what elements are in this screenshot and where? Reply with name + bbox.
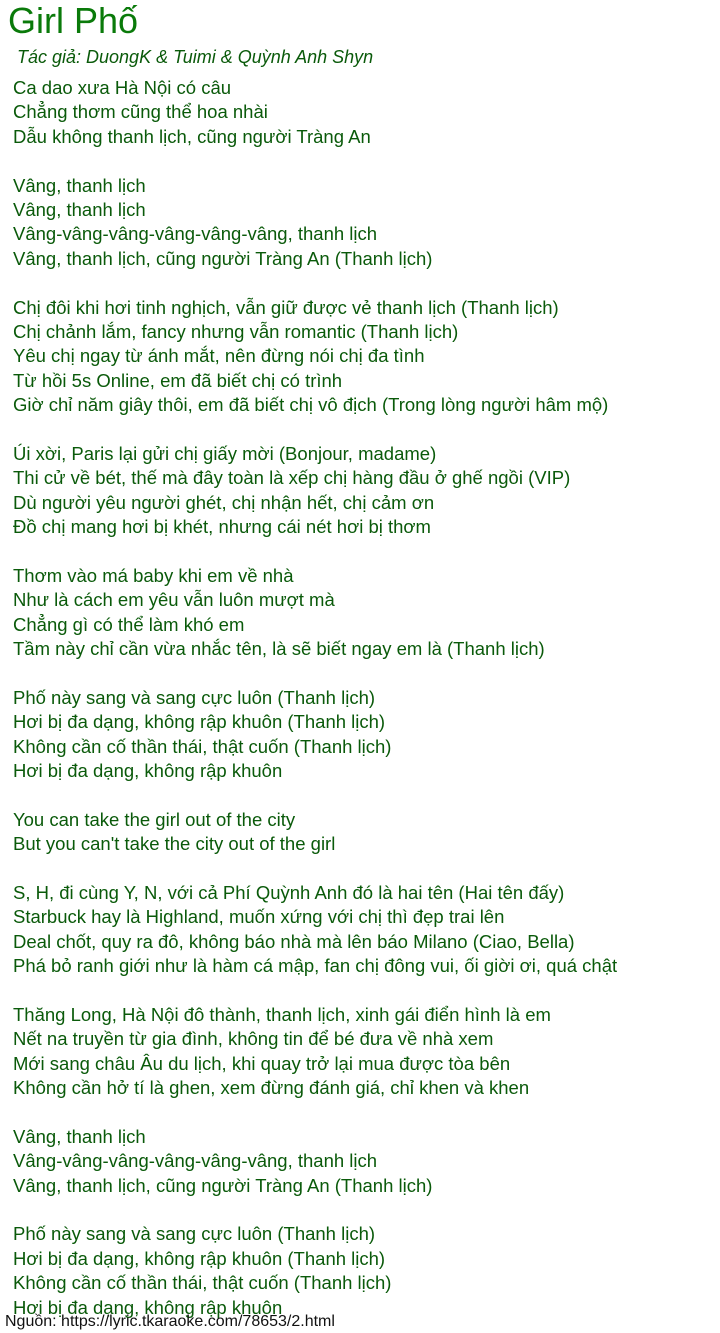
lyric-line: Vâng, thanh lịch bbox=[13, 198, 146, 220]
lyric-line: Yêu chị ngay từ ánh mắt, nên đừng nói chị đa tình bbox=[13, 345, 425, 367]
lyric-line: Hơi bị đa dạng, không rập khuôn bbox=[13, 759, 283, 781]
lyric-line: Thơm vào má baby khi em về nhà bbox=[13, 564, 294, 586]
lyric-stanza bbox=[13, 564, 718, 662]
song-author: Tác giả: DuongK & Tuimi & Quỳnh Anh Shyn bbox=[17, 47, 374, 67]
lyric-line: Không cần hở tí là ghen, xem đừng đánh giá, chỉ khen và khen bbox=[13, 1077, 530, 1099]
lyric-line: Tầm này chỉ cần vừa nhắc tên, là sẽ biết ngay em là (Thanh lịch) bbox=[13, 637, 545, 659]
lyric-line: Starbuck hay là Highland, muốn xứng với chị thì đẹp trai lên bbox=[13, 906, 505, 928]
lyric-stanza bbox=[13, 881, 718, 979]
lyric-line: Vâng, thanh lịch bbox=[13, 174, 146, 196]
lyric-stanza bbox=[13, 1125, 718, 1198]
lyric-line: Dẫu không thanh lịch, cũng người Tràng An bbox=[13, 125, 371, 147]
lyric-line: Vâng, thanh lịch, cũng người Tràng An (Thanh lịch) bbox=[13, 247, 433, 269]
lyric-line: But you can't take the city out of the girl bbox=[13, 833, 336, 855]
lyric-stanza bbox=[13, 1003, 718, 1101]
lyric-line: Giờ chỉ năm giây thôi, em đã biết chị vô địch (Trong lòng người hâm mộ) bbox=[13, 394, 609, 416]
lyric-stanza bbox=[13, 296, 718, 418]
lyric-line: Hơi bị đa dạng, không rập khuôn (Thanh lịch) bbox=[13, 1247, 386, 1269]
lyric-line: Đồ chị mang hơi bị khét, nhưng cái nét hơi bị thơm bbox=[13, 516, 431, 538]
lyric-line: Chị đôi khi hơi tinh nghịch, vẫn giữ được vẻ thanh lịch (Thanh lịch) bbox=[13, 296, 559, 318]
lyrics-body bbox=[13, 76, 718, 1320]
lyric-line: Ca dao xưa Hà Nội có câu bbox=[13, 77, 232, 98]
lyric-line: S, H, đi cùng Y, N, với cả Phí Quỳnh Anh đó là hai tên (Hai tên đấy) bbox=[13, 881, 565, 903]
lyric-line: Vâng, thanh lịch, cũng người Tràng An (Thanh lịch) bbox=[13, 1174, 433, 1196]
lyric-stanza bbox=[13, 1222, 718, 1320]
lyric-line: Từ hồi 5s Online, em đã biết chị có trình bbox=[13, 369, 343, 391]
lyric-line: Không cần cố thần thái, thật cuốn (Thanh lịch) bbox=[13, 1272, 392, 1294]
lyric-line: Thi cử về bét, thế mà đây toàn là xếp chị hàng đầu ở ghế ngồi (VIP) bbox=[13, 467, 571, 489]
lyric-line: Hơi bị đa dạng, không rập khuôn (Thanh lịch) bbox=[13, 711, 386, 733]
lyric-line: Dù người yêu người ghét, chị nhận hết, chị cảm ơn bbox=[13, 491, 435, 513]
lyric-line: Vâng-vâng-vâng-vâng-vâng-vâng, thanh lịch bbox=[13, 223, 378, 245]
lyric-line: Phá bỏ ranh giới như là hàm cá mập, fan chị đông vui, ối giời ơi, quá chật bbox=[13, 955, 618, 977]
lyric-stanza bbox=[13, 76, 718, 149]
lyric-line: Chị chảnh lắm, fancy nhưng vẫn romantic (Thanh lịch) bbox=[13, 320, 459, 342]
lyric-line: Mới sang châu Âu du lịch, khi quay trở lại mua được tòa bên bbox=[13, 1052, 511, 1074]
lyric-line: Hơi bị đa dạng, không rập khuôn bbox=[13, 1296, 283, 1318]
source-link[interactable]: Nguồn: https://lyric.tkaraoke.com/78653/2.html bbox=[5, 1313, 335, 1330]
lyric-line: You can take the girl out of the city bbox=[13, 808, 296, 830]
lyric-stanza bbox=[13, 808, 718, 857]
song-title: Girl Phố bbox=[8, 0, 139, 41]
lyric-line: Phố này sang và sang cực luôn (Thanh lịch) bbox=[13, 686, 376, 708]
lyric-line: Chẳng thơm cũng thể hoa nhài bbox=[13, 101, 268, 123]
lyric-line: Deal chốt, quy ra đô, không báo nhà mà lên báo Milano (Ciao, Bella) bbox=[13, 930, 575, 952]
lyric-line: Vâng-vâng-vâng-vâng-vâng-vâng, thanh lịch bbox=[13, 1150, 378, 1172]
lyric-stanza bbox=[13, 686, 718, 784]
lyric-line: Chẳng gì có thể làm khó em bbox=[13, 613, 245, 635]
lyric-stanza bbox=[13, 442, 718, 540]
lyric-stanza bbox=[13, 174, 718, 272]
lyric-line: Úi xời, Paris lại gửi chị giấy mời (Bonjour, madame) bbox=[13, 442, 437, 464]
lyric-line: Vâng, thanh lịch bbox=[13, 1125, 146, 1147]
lyric-line: Thăng Long, Hà Nội đô thành, thanh lịch, xinh gái điển hình là em bbox=[13, 1003, 551, 1025]
lyric-line: Nết na truyền từ gia đình, không tin để bé đưa về nhà xem bbox=[13, 1028, 494, 1050]
lyric-line: Như là cách em yêu vẫn luôn mượt mà bbox=[13, 589, 335, 611]
lyric-line: Phố này sang và sang cực luôn (Thanh lịch) bbox=[13, 1223, 376, 1245]
lyric-line: Không cần cố thần thái, thật cuốn (Thanh lịch) bbox=[13, 735, 392, 757]
